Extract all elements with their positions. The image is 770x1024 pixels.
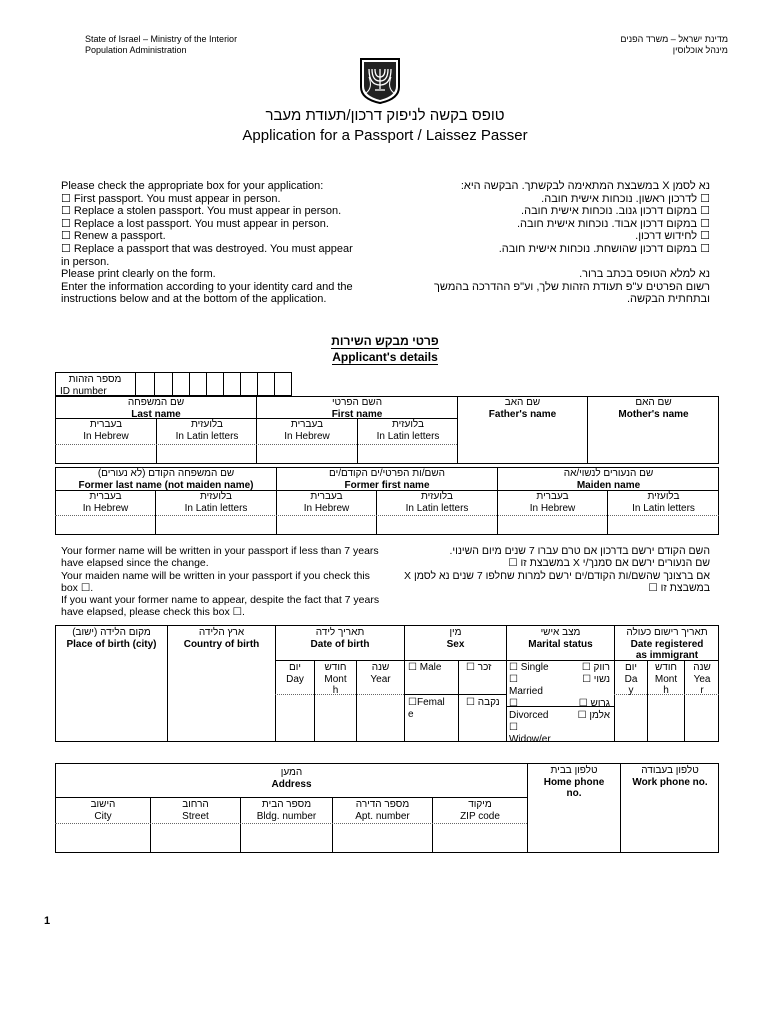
label-en: Mont (654, 673, 678, 685)
header-line: State of Israel – Ministry of the Interior (85, 34, 238, 44)
digit-divider (274, 373, 275, 395)
title-hebrew: טופס בקשה לניפוק דרכון/תעודת מעבר (265, 107, 505, 124)
label-he: מספר הזהות (68, 374, 122, 385)
label-en: h (663, 685, 669, 696)
birth-month-input[interactable] (315, 695, 356, 741)
label-he: מספר הדירה (355, 799, 410, 810)
checkbox-renew-passport-he[interactable]: ☐ לחידוש דרכון. (635, 230, 710, 243)
page-number: 1 (44, 915, 51, 927)
work-phone-header (621, 765, 719, 788)
checkbox-lost-passport-he[interactable]: ☐ במקום דרכון אבוד. נוכחות אישית חובה. (516, 217, 710, 230)
bldg-number-label (241, 799, 332, 822)
first-name-latin-label (358, 419, 458, 442)
instruction-line: רשום הפרטים ע"פ תעודת הזהות שלך, וע"פ ההדרכה בהמשך (434, 280, 710, 293)
marital-status-header (507, 627, 614, 650)
street-input[interactable] (151, 824, 240, 852)
checkbox-stolen-passport[interactable]: ☐ Replace a stolen passport. You must appear in person. (61, 205, 342, 218)
immigrant-month-input[interactable] (648, 695, 684, 741)
address-header (56, 767, 527, 790)
label-he: הישוב (90, 799, 116, 810)
marital-status-options-he (560, 662, 610, 722)
birth-year-input[interactable] (357, 695, 404, 741)
label-he: מספר הבית (261, 799, 312, 810)
sex-header (405, 627, 506, 650)
digit-divider (206, 373, 207, 395)
digit-divider (172, 373, 173, 395)
label-en: Da (624, 673, 638, 685)
divider (135, 372, 136, 396)
marital-single-checkbox[interactable]: ☐ Single (509, 662, 549, 673)
instruction-line: Enter the information according to your identity card and the (61, 280, 353, 293)
label-en: Father's name (488, 408, 557, 420)
zip-code-input[interactable] (433, 824, 527, 852)
label-en: Apt. number (355, 810, 410, 822)
label-he: בלועזית (420, 491, 454, 502)
date-of-birth-header (276, 627, 404, 650)
label-en: First name (331, 408, 383, 420)
marital-widow-checkbox-he[interactable]: אלמן ☐ (577, 710, 610, 721)
label-he: בלועזית (391, 419, 425, 430)
note-line: Your maiden name will be written in your passport if you check this (61, 569, 370, 582)
note-line: have elapsed since the change. (61, 557, 209, 570)
label-en: Last name (131, 408, 181, 420)
label-he: טלפון בעבודה (641, 765, 699, 776)
section-title-he (0, 334, 770, 348)
divider (458, 660, 459, 742)
first-name-header (257, 397, 457, 420)
label-he: בעברית (290, 419, 324, 430)
section-title-en-text: Applicant's details (332, 350, 438, 364)
former-last-latin-input[interactable] (156, 516, 276, 534)
id-number-input[interactable] (155, 373, 291, 395)
label-en: Address (271, 778, 312, 790)
first-name-hebrew-label (257, 419, 357, 442)
former-first-name-header (277, 468, 497, 491)
label-he: שנה (693, 662, 711, 673)
label-en: Divorced (509, 710, 549, 721)
maiden-latin-input[interactable] (608, 516, 718, 534)
note-line: If you want your former name to appear, despite the fact that 7 years (61, 594, 380, 607)
label-he: השם הפרטי (331, 397, 383, 408)
label-en: In Latin letters (175, 430, 239, 442)
instruction-line: נא למלא הטופס בכתב ברור. (579, 268, 710, 281)
maiden-hebrew-label (498, 491, 607, 514)
label-en: In Hebrew (82, 502, 129, 514)
label-he: מין (449, 627, 462, 638)
label-en: ID number (60, 385, 107, 397)
marital-status-options-en (509, 662, 551, 746)
country-of-birth-input[interactable] (168, 660, 275, 741)
maiden-name-checkbox[interactable]: box ☐. (61, 581, 94, 594)
former-first-latin-label (377, 491, 497, 514)
label-en: Day (286, 673, 304, 685)
work-phone-input[interactable] (621, 800, 718, 852)
label-en: Year (370, 673, 391, 685)
sex-female-checkbox[interactable] (408, 697, 445, 721)
note-line: אם ברצונך שהשם/ות הקודם/ים ירשם למרות שחלפו 7 שנים נא לסמן X (404, 569, 710, 582)
label-he: מיקוד (468, 799, 492, 810)
maiden-name-header (498, 468, 719, 491)
instruction-line (390, 256, 710, 269)
label-en: e (408, 709, 414, 720)
fathers-name-header (458, 397, 587, 420)
label-he: יום (625, 662, 637, 673)
label-he: בלועזית (647, 491, 680, 502)
label-en: Home phone (543, 776, 605, 788)
marital-widow-checkbox[interactable]: ☐ (509, 722, 518, 733)
last-name-latin-label (157, 419, 257, 442)
notes-en (61, 545, 391, 619)
label-he: בעברית (310, 491, 343, 502)
label-he: חודש (324, 662, 347, 673)
immigrant-day-label (615, 662, 647, 697)
country-of-birth-header (168, 627, 275, 650)
immigrant-year-label (685, 662, 719, 697)
label-en: Mont (324, 673, 347, 685)
marital-divorced-checkbox[interactable]: ☐ (509, 698, 518, 709)
former-first-hebrew-input[interactable] (277, 516, 376, 534)
label-he: בעברית (89, 491, 122, 502)
checkbox-destroyed-passport-he[interactable]: ☐ במקום דרכון שהושחת. נוכחות אישית חובה. (498, 242, 710, 255)
label-he: שם המשפחה (127, 397, 185, 408)
label-he: השם/ות הפרטי/ים הקודם/ים (329, 468, 445, 479)
checkbox-renew-passport[interactable]: ☐ Renew a passport. (61, 230, 166, 243)
label-en: In Hebrew (529, 502, 576, 514)
label-he: יום (289, 662, 301, 673)
id-number-label (56, 374, 134, 397)
label-en: Bldg. number (256, 810, 317, 822)
apt-number-label (333, 799, 432, 822)
israel-emblem-icon (355, 55, 405, 105)
label-he: מקום הלידה (ישוב) (72, 627, 151, 638)
birth-day-input[interactable] (276, 695, 314, 741)
notes-he (380, 545, 710, 594)
header-ministry-he (528, 34, 728, 56)
marital-single-checkbox-he[interactable]: רווק ☐ (581, 662, 610, 673)
label-he: בעברית (536, 491, 569, 502)
maiden-name-checkbox-he[interactable]: שם הנעורים ירשם אם סמנך/י X במשבצת זו ☐ (508, 557, 710, 570)
zip-code-label (433, 799, 527, 822)
street-label (151, 799, 240, 822)
former-last-hebrew-input[interactable] (56, 516, 155, 534)
label-en: In Hebrew (303, 502, 350, 514)
instructions-en (61, 180, 391, 306)
instruction-line: נא לסמן X במשבצת המתאימה לבקשתך. הבקשה היא: (460, 180, 710, 192)
maiden-hebrew-input[interactable] (498, 516, 607, 534)
mothers-name-header (588, 397, 719, 420)
instructions-he (390, 180, 710, 306)
immigrant-day-input[interactable] (615, 695, 647, 741)
birth-day-label (276, 662, 314, 685)
section-title-he-text: פרטי מבקש השירות (331, 334, 439, 348)
apt-number-input[interactable] (333, 824, 432, 852)
place-of-birth-input[interactable] (56, 660, 167, 741)
birth-month-label (315, 662, 356, 697)
label-en: In Latin letters (405, 502, 469, 514)
former-last-latin-label (156, 491, 276, 514)
label-en: Sex (446, 638, 465, 650)
title-english: Application for a Passport / Laissez Passer (242, 127, 528, 144)
former-first-hebrew-label (277, 491, 376, 514)
label-en: Street (182, 810, 209, 822)
label-en: Date registered (630, 638, 704, 650)
label-en: ZIP code (460, 810, 500, 822)
note-line: השם הקודם ירשם בדרכון אם טרם עברו 7 שנים מיום השינוי. (449, 545, 710, 557)
instruction-line: Please check the appropriate box for your application: (61, 180, 324, 192)
checkbox-stolen-passport-he[interactable]: ☐ במקום דרכון גנוב. נוכחות אישית חובה. (521, 205, 710, 218)
divider (55, 797, 527, 798)
label-en: In Hebrew (83, 430, 129, 442)
divider (404, 694, 506, 695)
label-he: המען (280, 767, 303, 778)
former-name-checkbox[interactable]: have elapsed, please check this box ☐. (61, 606, 245, 619)
label-en: as immigrant (635, 650, 699, 661)
digit-divider (257, 373, 258, 395)
city-label (56, 799, 150, 822)
first-name-latin-input[interactable] (358, 445, 457, 463)
bldg-number-input[interactable] (241, 824, 332, 852)
label-en: In Hebrew (284, 430, 330, 442)
header-line: מינהל אוכלוסין (672, 45, 728, 55)
label-he: הרחוב (182, 799, 209, 810)
immigrant-date-header (615, 627, 719, 662)
checkbox-first-passport[interactable]: ☐ First passport. You must appear in person. (61, 192, 281, 205)
former-last-hebrew-label (56, 491, 155, 514)
label-en: ☐Femal (408, 697, 445, 708)
label-he: טלפון בבית (550, 765, 598, 776)
fathers-name-input[interactable] (458, 419, 587, 463)
digit-divider (189, 373, 190, 395)
sex-female-checkbox-he[interactable]: נקבה ☐ (466, 697, 500, 708)
digit-divider (223, 373, 224, 395)
city-input[interactable] (56, 824, 150, 852)
label-he: שם המשפחה הקודם (לא נעורים) (97, 468, 235, 479)
label-he: שם הנעורים לנשוי/אה (563, 468, 654, 479)
header-line: Population Administration (85, 45, 187, 55)
label-en: h (332, 685, 339, 696)
last-name-latin-input[interactable] (157, 445, 256, 463)
note-line: Your former name will be written in your passport if less than 7 years (61, 545, 379, 557)
label-he: שנה (371, 662, 390, 673)
label-en: Mother's name (618, 408, 689, 420)
instruction-line: instructions below and at the bottom of the application. (61, 293, 327, 306)
marital-married-checkbox[interactable]: ☐ (509, 674, 518, 685)
label-en: In Latin letters (632, 502, 695, 514)
label-he: שם האב (504, 397, 541, 408)
section-title-en (0, 350, 770, 364)
former-name-checkbox-he[interactable]: במשבצת זו ☐ (648, 581, 710, 594)
label-en: Work phone no. (632, 776, 708, 788)
former-last-name-header (56, 468, 276, 491)
last-name-header (56, 397, 256, 420)
label-en: Country of birth (183, 638, 260, 650)
label-he: שם האם (635, 397, 672, 408)
checkbox-lost-passport[interactable]: ☐ Replace a lost passport. You must appear in person. (61, 217, 329, 230)
label-he: תאריך רישום כעולה (626, 627, 708, 638)
checkbox-destroyed-passport[interactable]: ☐ Replace a passport that was destroyed. You must appear (61, 242, 353, 255)
label-en: Widow/er (509, 734, 551, 745)
label-en: y (628, 685, 634, 696)
digit-divider (240, 373, 241, 395)
label-en: Marital status (528, 638, 593, 650)
marital-married-checkbox-he[interactable]: נשוי ☐ (582, 674, 610, 685)
header-ministry-en (85, 34, 237, 56)
label-en: In Latin letters (184, 502, 248, 514)
instruction-line: in person. (61, 255, 110, 268)
label-en: Date of birth (310, 638, 370, 650)
label-en: Married (509, 686, 543, 697)
home-phone-header (528, 765, 620, 800)
label-he: חודש (654, 662, 678, 673)
label-en: Yea (693, 673, 711, 685)
label-he: ארץ הלידה (198, 627, 245, 638)
former-first-latin-input[interactable] (377, 516, 497, 534)
label-he: תאריך לידה (315, 627, 365, 638)
label-he: מצב אישי (540, 627, 581, 638)
header-line: מדינת ישראל – משרד הפנים (620, 34, 728, 44)
checkbox-first-passport-he[interactable]: ☐ לדרכון ראשון. נוכחות אישית חובה. (541, 192, 710, 205)
mothers-name-input[interactable] (588, 419, 718, 463)
label-he: בלועזית (190, 419, 224, 430)
maiden-latin-label (608, 491, 719, 514)
label-he: בלועזית (199, 491, 233, 502)
marital-divorced-checkbox-he[interactable]: גרוש ☐ (578, 698, 610, 709)
sex-male-checkbox-he[interactable]: זכר ☐ (466, 662, 492, 673)
label-en: no. (566, 788, 582, 799)
label-en: Maiden name (576, 479, 641, 491)
first-name-hebrew-input[interactable] (257, 445, 357, 463)
label-en: r (700, 685, 704, 696)
last-name-hebrew-label (56, 419, 156, 442)
label-en: In Latin letters (376, 430, 440, 442)
immigrant-year-input[interactable] (685, 695, 718, 741)
place-of-birth-header (56, 627, 167, 650)
label-en: Former first name (344, 479, 430, 491)
instruction-line: Please print clearly on the form. (61, 268, 216, 281)
label-en: Former last name (not maiden name) (78, 479, 254, 491)
last-name-hebrew-input[interactable] (56, 445, 156, 463)
label-he: בעברית (89, 419, 123, 430)
immigrant-month-label (648, 662, 684, 697)
birth-year-label (357, 662, 404, 685)
label-en: City (94, 810, 112, 822)
instruction-line: ובתחתית הבקשה. (626, 293, 710, 306)
sex-male-checkbox[interactable]: ☐ Male (408, 662, 442, 673)
label-en: Place of birth (city) (66, 638, 157, 650)
home-phone-input[interactable] (528, 800, 620, 852)
